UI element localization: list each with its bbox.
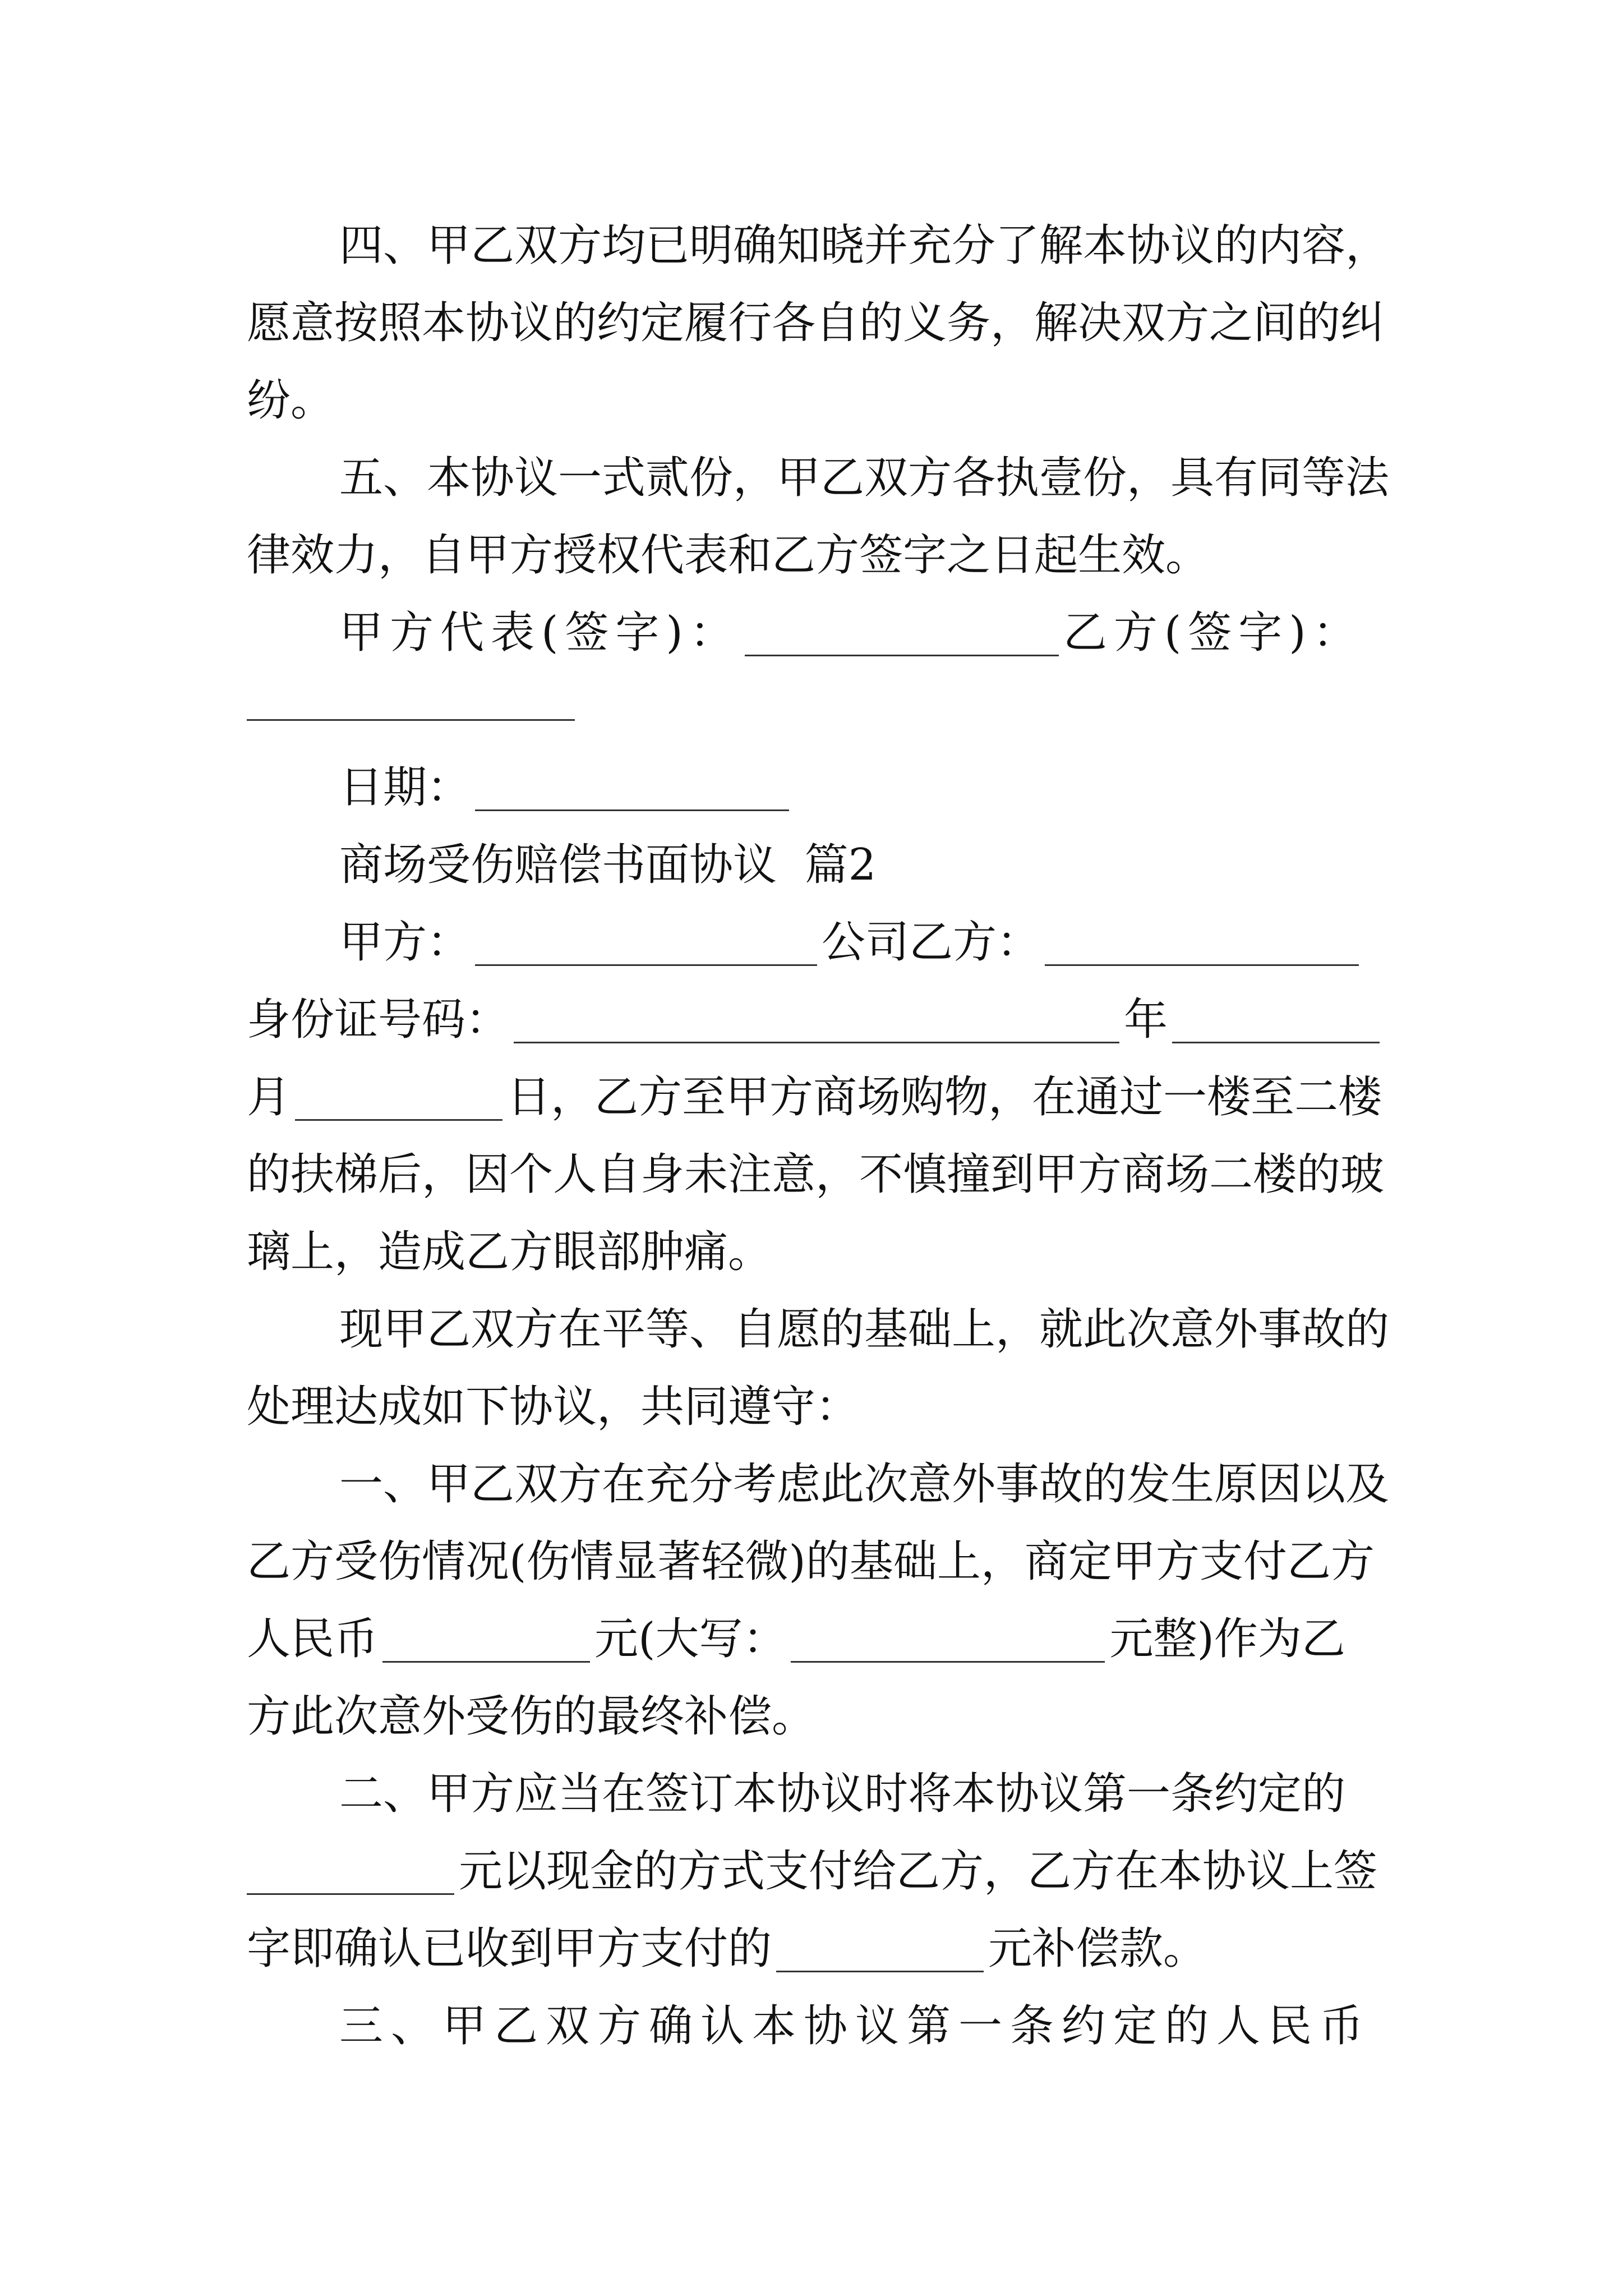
signature-line (247, 593, 1391, 672)
paragraph-text: 一、甲乙双方在充分考虑此次意外事故的发生原因以及 (339, 1459, 1390, 1510)
year-label: 年 (1124, 995, 1168, 1045)
id-number-line (247, 981, 1391, 1059)
year-blank (1172, 997, 1380, 1043)
paragraph-5-line-2 (247, 516, 1391, 595)
paragraph-text: 现甲乙双方在平等、自愿的基础上，就此次意外事故的 (339, 1304, 1390, 1355)
party-a-blank (475, 919, 817, 966)
clause-2-line-1 (247, 1755, 1391, 1833)
clause-2-line-3 (247, 1910, 1391, 1988)
id-label: 身份证号码： (247, 995, 510, 1045)
date-line (247, 748, 1391, 827)
paragraph-text: 愿意按照本协议的约定履行各自的义务，解决双方之间的纠 (247, 298, 1385, 348)
clause-3-line-1 (247, 1987, 1391, 2065)
clause-1-line-4 (247, 1677, 1391, 1756)
party-a-signature-label: 甲方代表(签字)： (339, 608, 740, 658)
section-2-title (247, 826, 1391, 904)
month-blank (295, 1074, 502, 1121)
date-label: 日期： (339, 762, 471, 813)
intro-line-1 (247, 1290, 1391, 1369)
paragraph-text: 二、甲方应当在签订本协议时将本协议第一条约定的 (339, 1769, 1346, 1819)
event-text: 日，乙方至甲方商场购物，在通过一楼至二楼 (507, 1072, 1382, 1122)
paragraph-5-line-1 (247, 439, 1391, 517)
received-amount-blank (776, 1926, 984, 1972)
company-label: 公司乙方： (822, 917, 1041, 968)
clause-1-line-3 (247, 1600, 1391, 1678)
party-b-blank (1045, 919, 1359, 966)
party-a-label: 甲方： (339, 917, 471, 968)
paragraph-text: 三、甲乙双方确认本协议第一条约定的人民币 (339, 2001, 1372, 2051)
rmb-label: 人民币 (247, 1614, 379, 1664)
date-event-line (247, 1058, 1391, 1137)
amount-words-blank (791, 1616, 1105, 1663)
paragraph-text: 元补偿款。 (988, 1924, 1207, 1974)
intro-line-2 (247, 1368, 1391, 1446)
paragraph-text: 纷。 (247, 375, 335, 426)
paragraph-text: 元以现金的方式支付给乙方，乙方在本协议上签 (459, 1846, 1378, 1897)
paragraph-text: 字即确认已收到甲方支付的 (247, 1924, 772, 1974)
paragraph-text: 乙方受伤情况(伤情显著轻微)的基础上，商定甲方支付乙方 (247, 1536, 1375, 1587)
parties-line (247, 903, 1391, 982)
id-number-blank (514, 997, 1119, 1043)
paragraph-text: 五、本协议一式贰份，甲乙双方各执壹份，具有同等法 (339, 453, 1390, 503)
section-title: 商场受伤赔偿书面协议 篇2 (339, 840, 877, 890)
paragraph-4-line-1 (247, 206, 1391, 285)
event-line-2 (247, 1135, 1391, 1214)
event-line-3 (247, 1213, 1391, 1291)
amount-blank (382, 1616, 590, 1663)
party-a-signature-blank (745, 610, 1059, 656)
party-b-signature-label: 乙方(签字)： (1063, 608, 1363, 658)
party-b-signature-blank (247, 719, 575, 721)
paragraph-text: 四、甲乙双方均已明确知晓并充分了解本协议的内容， (339, 220, 1390, 271)
paragraph-4-line-3 (247, 361, 1391, 440)
clause-2-line-2 (247, 1832, 1391, 1911)
clause-1-line-1 (247, 1445, 1391, 1524)
cash-amount-blank (247, 1848, 454, 1895)
paragraph-text: 元整)作为乙 (1109, 1614, 1345, 1664)
paragraph-text: 方此次意外受伤的最终补偿。 (247, 1691, 816, 1742)
month-label: 月 (247, 1072, 291, 1122)
paragraph-text: 的扶梯后，因个人自身未注意，不慎撞到甲方商场二楼的玻 (247, 1149, 1385, 1200)
paragraph-4-line-2 (247, 284, 1391, 362)
yuan-label: 元(大写： (594, 1614, 787, 1664)
clause-1-line-2 (247, 1522, 1391, 1601)
paragraph-text: 处理达成如下协议，共同遵守： (247, 1382, 860, 1432)
paragraph-text: 律效力，自甲方授权代表和乙方签字之日起生效。 (247, 530, 1210, 581)
paragraph-text: 璃上，造成乙方眼部肿痛。 (247, 1227, 772, 1277)
date-blank (475, 765, 789, 811)
